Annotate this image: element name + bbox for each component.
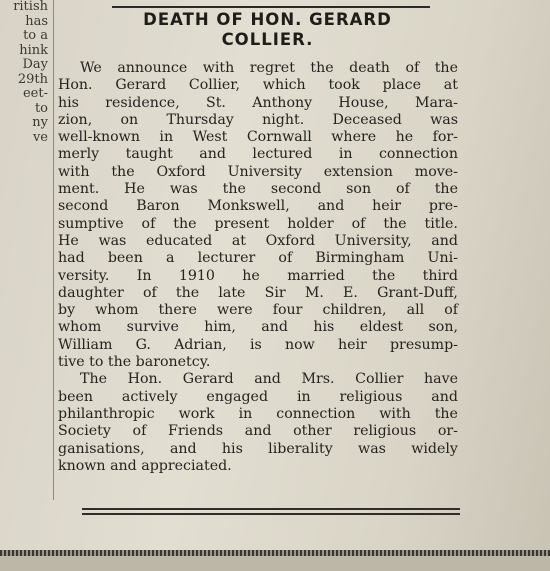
article-line: merly taught and lectured in connection <box>58 146 458 163</box>
fragment-line: ve <box>32 130 48 145</box>
fragment-line: ritish <box>13 0 48 14</box>
article-line: Hon. Gerard Collier, which took place at <box>58 77 458 94</box>
article-line: been actively engaged in religious and <box>58 388 458 405</box>
article-line: ment. He was the second son of the <box>58 181 458 198</box>
article-line: ganisations, and his liberality was widely <box>58 440 458 457</box>
fragment-line: eet- <box>22 87 48 101</box>
article-line: known and appreciated. <box>58 457 232 474</box>
article-line: versity. In 1910 he married the third <box>58 267 458 284</box>
article-line: had been a lecturer of Birmingham Uni- <box>58 250 458 267</box>
article-end-rule-second <box>82 513 460 515</box>
fragment-line: ny <box>32 116 48 130</box>
fragment-line: 29th <box>17 72 48 87</box>
article-line: daughter of the late Sir M. E. Grant-Duff, <box>58 284 458 301</box>
adjacent-column-fragment <box>0 0 48 150</box>
article-line: philanthropic work in connection with the <box>58 405 458 422</box>
page-bottom-strip <box>0 556 550 571</box>
fragment-line: hink <box>19 43 48 58</box>
article-line: sumptive of the present holder of the title. <box>58 215 458 232</box>
article-line: The Hon. Gerard and Mrs. Collier have <box>80 371 458 388</box>
article-end-rule <box>82 508 460 510</box>
fragment-line: has <box>25 14 48 29</box>
article-line: zion, on Thursday night. Deceased was <box>58 111 458 128</box>
article-line: his residence, St. Anthony House, Mara- <box>58 94 458 111</box>
article-line: Society of Friends and other religious or- <box>58 423 458 440</box>
article-line: second Baron Monkswell, and heir pre- <box>58 198 458 215</box>
article-line: William G. Adrian, is now heir presump- <box>58 336 458 353</box>
article-line: well-known in West Cornwall where he for- <box>58 129 458 146</box>
fragment-line: to a <box>23 29 48 43</box>
article-body <box>58 60 458 475</box>
article-headline <box>90 10 445 50</box>
column-divider <box>53 0 54 500</box>
headline-line-1: DEATH OF HON. GERARD <box>143 10 392 29</box>
article-line: with the Oxford University extension move- <box>58 163 458 180</box>
article-line: whom survive him, and his eldest son, <box>58 319 458 336</box>
fragment-line: Day <box>22 58 48 72</box>
fragment-line: to <box>34 101 48 116</box>
article-line: tive to the baronetcy. <box>58 354 211 371</box>
headline-line-2: COLLIER. <box>221 30 314 49</box>
article-line: by whom there were four children, all of <box>58 302 458 319</box>
article-line: He was educated at Oxford University, and <box>58 232 458 249</box>
article-line: We announce with regret the death of the <box>80 60 458 76</box>
headline-top-rule <box>112 6 430 8</box>
